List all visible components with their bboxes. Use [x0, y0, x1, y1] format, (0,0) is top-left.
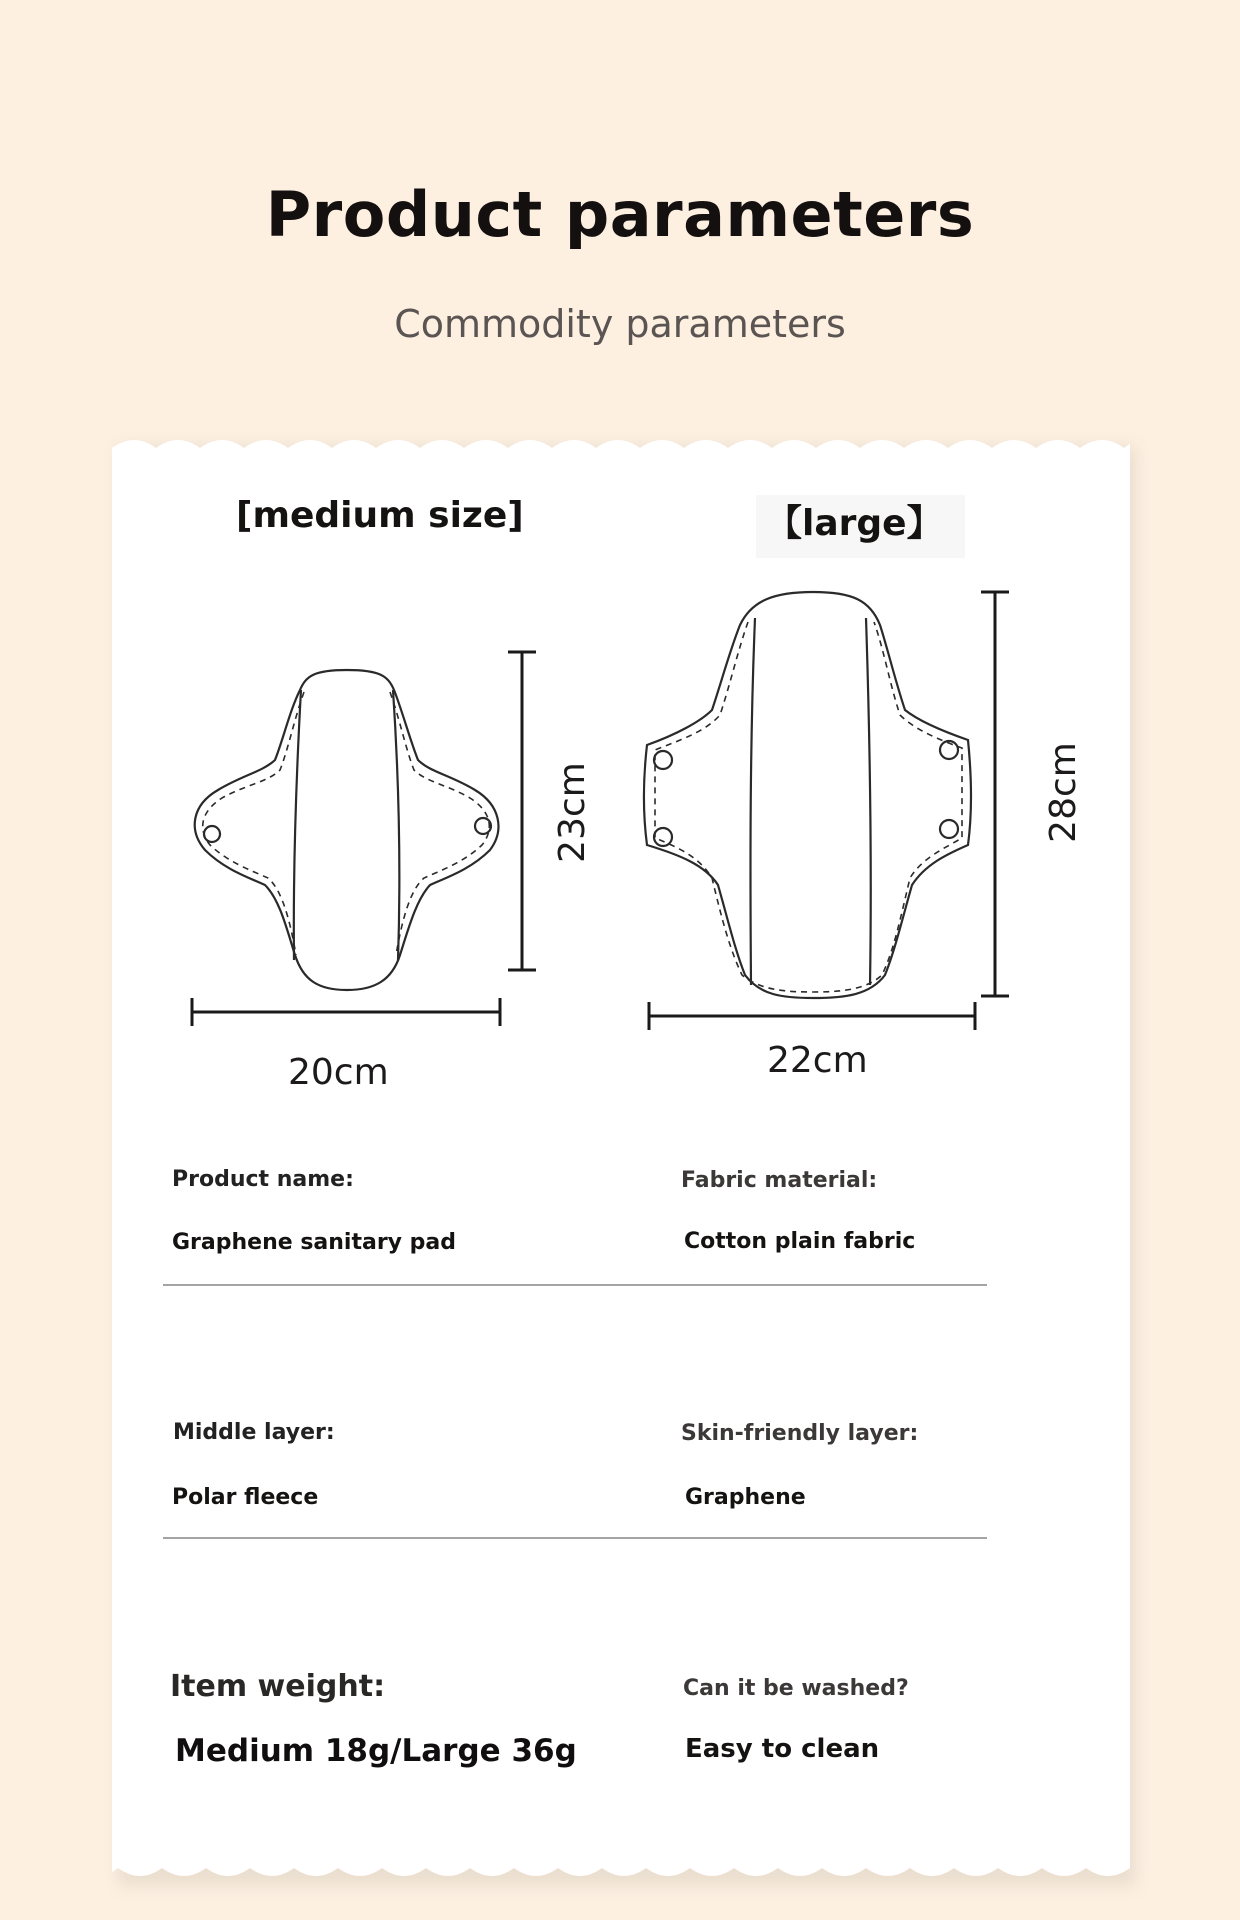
large-pad-snap-left-top: [654, 751, 672, 769]
medium-pad-inner-right: [393, 690, 399, 960]
large-pad-stitching: [655, 622, 962, 992]
large-height-label: 28cm: [1042, 742, 1084, 843]
row-divider-2: [163, 1537, 987, 1539]
skin-friendly-layer-label: Skin-friendly layer:: [681, 1421, 919, 1446]
large-size-label: 【large】: [756, 495, 965, 558]
page-subtitle: Commodity parameters: [394, 302, 846, 346]
middle-layer-value: Polar fleece: [172, 1485, 319, 1510]
fabric-material-label: Fabric material:: [681, 1168, 878, 1193]
skin-friendly-layer-value: Graphene: [685, 1485, 806, 1510]
large-pad-snap-left-bottom: [654, 828, 672, 846]
large-pad-diagram: [620, 580, 1040, 1040]
item-weight-value: Medium 18g/Large 36g: [175, 1733, 577, 1769]
washable-value: Easy to clean: [685, 1734, 880, 1764]
medium-pad-diagram: [150, 640, 570, 1040]
large-pad-snap-right-bottom: [940, 820, 958, 838]
medium-width-label: 20cm: [288, 1052, 389, 1093]
medium-pad-stitching: [203, 692, 490, 955]
large-pad-outline: [644, 592, 971, 998]
fabric-material-value: Cotton plain fabric: [684, 1229, 916, 1254]
product-name-value: Graphene sanitary pad: [172, 1230, 457, 1255]
large-width-label: 22cm: [767, 1040, 868, 1081]
item-weight-label: Item weight:: [170, 1669, 386, 1704]
row-divider-1: [163, 1284, 987, 1286]
medium-height-label: 23cm: [551, 762, 593, 863]
product-name-label: Product name:: [172, 1167, 354, 1192]
middle-layer-label: Middle layer:: [173, 1420, 335, 1445]
medium-pad-inner-left: [294, 690, 301, 960]
page-title: Product parameters: [265, 178, 975, 251]
large-pad-inner-left: [750, 618, 755, 985]
large-pad-inner-right: [866, 618, 871, 985]
medium-pad-outline: [195, 670, 499, 990]
washable-label: Can it be washed?: [683, 1676, 909, 1701]
medium-size-label: [medium size]: [236, 495, 524, 536]
medium-pad-snap-left: [204, 826, 220, 842]
